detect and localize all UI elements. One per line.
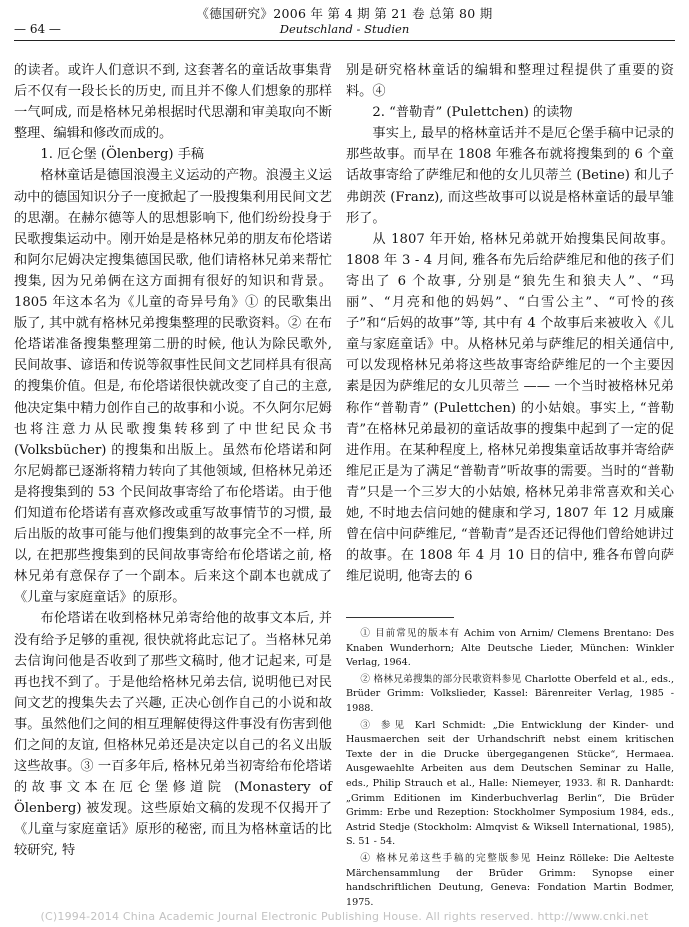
header-row [14, 22, 675, 38]
footnote: ② 格林兄弟搜集的部分民歌资料参见 Charlotte Oberfeld et al., eds., Brüder Grimm: Volkslieder, Kassel: Bärenreiter Verlag, 1985 - 1988. [346, 673, 674, 714]
copyright-footer: (C)1994-2014 China Academic Journal Electronic Publishing House. All rights reserved. http://www.cnki.net [40, 910, 649, 923]
right-paragraph-1: 别是研究格林童话的编辑和整理过程提供了重要的资料。④ [346, 63, 674, 100]
running-head: Deutschland - Studien [279, 22, 410, 36]
header-rule [14, 40, 675, 41]
left-paragraph-2: 格林童话是德国浪漫主义运动的产物。浪漫主义运动中的德国知识分子一度掀起了一股搜集利用民间文艺的思潮。在赫尔德等人的思想影响下, 他们纷纷投身于民歌搜集运动中。刚开始是是格林兄弟的朋友布伦塔诺和阿尔尼姆决定搜集德国民歌, 他们请格林兄弟来帮忙搜集, 因为兄弟俩在这方面拥有很好的知识和背景。1805 年这本名为《儿童的奇异号角》① 的民歌集出版了, 其中就有格林兄弟搜集整理的民歌资料。② 在布伦塔诺准备搜集整理第二册的时候, 他认为除民歌外, 民间故事、谚语和传说等叙事性民间文艺同样具有很高的搜集价值。但是, 布伦塔诺很快就改变了自己的主意, 他决定集中精力创作自己的故事和小说。不久阿尔尼姆也将注意力从民歌搜集转移到了中世纪民众书 (Volksbücher) 的搜集和出版上。虽然布伦塔诺和阿尔尼姆都已逐渐将精力转向了其他领域, 但格林兄弟还是将搜集到的 53 个民间故事寄给了布伦塔诺。由于他们知道布伦塔诺有喜欢修改或重写故事情节的习惯, 最后出版的故事可能与他们搜集到的故事完全不一样, 所以, 在把那些搜集到的民间故事寄给布伦塔诺之前, 格林兄弟有意保存了一个副本。后来这个副本也就成了《儿童与家庭童话》的原形。 [14, 168, 332, 606]
footnote: ① 目前常见的版本有 Achim von Arnim/ Clemens Brentano: Des Knaben Wunderhorn; Alte Deutsche Lieder, München: Winkler Verlag, 1964. [346, 628, 674, 669]
right-paragraph-2: 事实上, 最早的格林童话并不是厄仑堡手稿中记录的那些故事。而早在 1808 年雅各布就将搜集到的 6 个童话故事寄给了萨维尼和他的女儿贝蒂兰 (Betine) 和儿子弗朗茨 (Franz), 而这些故事可以说是格林童话的最早雏形了。 [346, 126, 674, 226]
page-number: — 64 — [14, 22, 61, 36]
section-heading-2: 2. “普勒青” (Pulettchen) 的读物 [372, 105, 573, 121]
left-column [14, 60, 332, 862]
journal-header: 《德国研究》2006 年 第 4 期 第 21 卷 总第 80 期 [196, 6, 493, 21]
footnote-rule [346, 617, 454, 618]
footnote: ④ 格林兄弟这些手稿的完整版参见 Heinz Rölleke: Die Aelteste Märchensammlung der Brüder Grimm: Synopse einer handschriftlichen Deutung, Geneva: Fondation Martin Bodmer, 1975. [346, 852, 674, 908]
right-paragraph-3: 从 1807 年开始, 格林兄弟就开始搜集民间故事。1808 年 3 - 4 月间, 雅各布先后给萨维尼和他的孩子们寄出了 6 个故事, 分别是“狼先生和狼夫人”、“玛丽”、“月亮和他的妈妈”、“白雪公主”、“可怜的孩子”和“后妈的故事”等, 其中有 4 个故事后来被收入《儿童与家庭童话》中。从格林兄弟与萨维尼的相关通信中, 可以发现格林兄弟将这些故事寄给萨维尼的一个主要因素是因为萨维尼的女儿贝蒂兰 —— 一个当时被格林兄弟称作“普勒青” (Pulettchen) 的小姑娘。事实上, “普勒青”在格林兄弟最初的童话故事的搜集中起到了一定的促进作用。在某种程度上, 格林兄弟搜集童话故事并寄给萨维尼正是为了满足“普勒青”听故事的需要。当时的“普勒青”只是一个三岁大的小姑娘, 格林兄弟非常喜欢和关心她, 不时地去信问她的健康和学习, 1807 年 12 月威廉曾在信中问萨维尼, “普勒青”是否还记得他们曾给她讲过的故事。在 1808 年 4 月 10 日的信中, 雅各布曾向萨维尼说明, 他寄去的 6 [346, 231, 674, 585]
footnotes [346, 627, 674, 912]
section-heading-1: 1. 厄仑堡 (Ölenberg) 手稿 [40, 147, 205, 163]
left-paragraph-1: 的读者。或许人们意识不到, 这套著名的童话故事集背后不仅有一段长长的历史, 而且并不像人们想象的那样一气呵成, 而是格林兄弟根据时代思潮和审美取向不断整理、编辑和修改而成的。 [14, 63, 332, 142]
left-paragraph-3: 布伦塔诺在收到格林兄弟寄给他的故事文本后, 并没有给予足够的重视, 很快就将此忘记了。当格林兄弟去信询问他是否收到了那些文稿时, 他才记起来, 可是再也找不到了。于是他给格林兄弟去信, 说明他已对民间文艺的搜集失去了兴趣, 正决心创作自己的小说和故事。虽然他们之间的相互理解使得这件事没有伤害到他们之间的友谊, 但格林兄弟还是决定以自己的名义出版这些故事。③ 一百多年后, 格林兄弟当初寄给布伦塔诺的故事文本在厄仑堡修道院 (Monastery of Ölenberg) 被发现。这些原始文稿的发现不仅揭开了《儿童与家庭童话》原形的秘密, 而且为格林童话的比较研究, 特 [14, 611, 332, 859]
right-column [346, 60, 674, 587]
footnote: ③ 参见 Karl Schmidt: „Die Entwicklung der Kinder- und Hausmaerchen seit der Urhandschrift nebst einem kritischen Texte der in die Drucke übergegangenen Stücke“, Hermaea. Ausgewaehlte Arbeiten aus dem Deutschen Seminar zu Halle, eds., Philip Strauch et al., Halle: Niemeyer, 1933. 和 R. Danhardt: „Grimm Editionen im Kinderbuchverlag Berlin“, Die Brüder Grimm: Erbe und Rezeption: Stockholmer Symposium 1984, eds., Astrid Stedje (Stockholm: Almqvist & Wiksell International, 1985), S. 51 - 54. [346, 719, 674, 848]
